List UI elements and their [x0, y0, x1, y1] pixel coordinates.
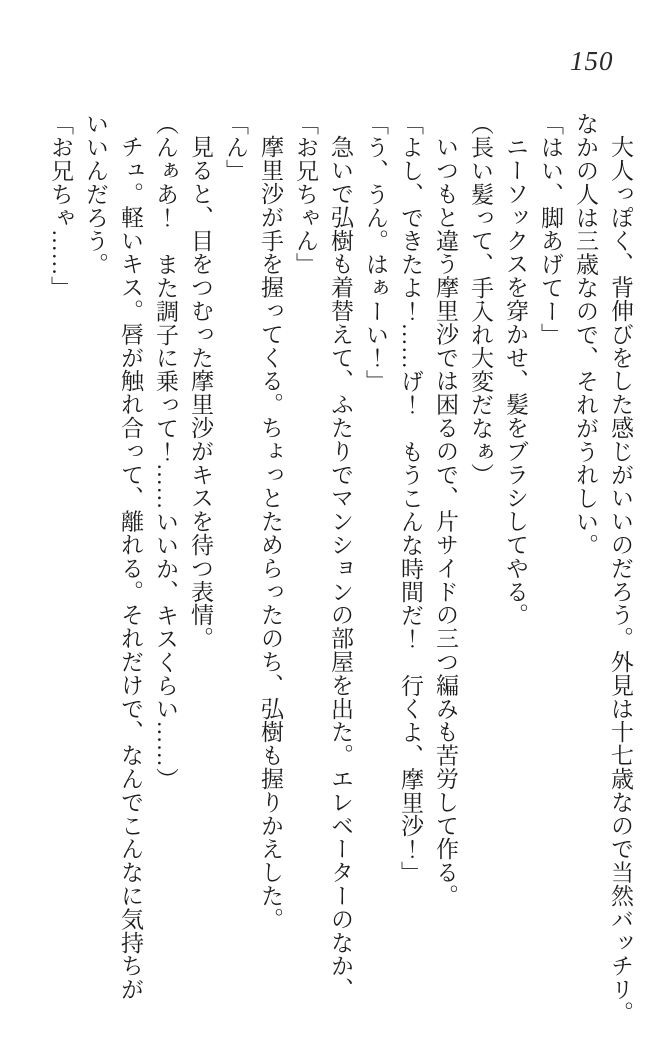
text-column: 「はい、脚あげてー」: [538, 112, 563, 346]
text-column: 見ると、目をつむった摩里沙がキスを待つ表情。: [188, 135, 213, 651]
text-column: （んぁあ！ また調子に乗って！……いいか、キスくらい……）: [153, 112, 178, 791]
text-column: （長い髪って、手入れ大変だなぁ）: [468, 112, 493, 487]
text-column: 「ん」: [223, 112, 248, 183]
text-column: いいんだろう。: [83, 112, 108, 276]
text-column: 「よし、できたよ！……げ！ もうこんな時間だ！ 行くよ、摩里沙！」: [398, 112, 423, 885]
text-column: いつもと違う摩里沙では困るので、片サイドの三つ編みも苦労して作る。: [433, 135, 458, 908]
text-column: 摩里沙が手を握ってくる。ちょっとためらったのち、弘樹も握りかえした。: [258, 135, 283, 931]
text-column: 「お兄ちゃん」: [293, 112, 318, 276]
text-column: 急いで弘樹も着替えて、ふたりでマンションの部屋を出た。エレベーターのなか、: [328, 135, 353, 1002]
text-column: チュ。軽いキス。唇が触れ合って、離れる。それだけで、なんでこんなに気持ちが: [118, 135, 143, 1002]
text-column: 大人っぽく、背伸びをした感じがいいのだろう。外見は十七歳なので当然バッチリ。: [608, 135, 633, 1025]
page-number: 150: [570, 46, 614, 76]
page-text: [43, 112, 638, 1024]
text-column: 「う、うん。はぁーい！」: [363, 112, 388, 393]
text-column: なかの人は三歳なので、それがうれしい。: [573, 112, 598, 557]
text-column: 「お兄ちゃ……」: [48, 112, 73, 300]
text-column: ニーソックスを穿かせ、髪をブラシしてやる。: [503, 135, 528, 627]
